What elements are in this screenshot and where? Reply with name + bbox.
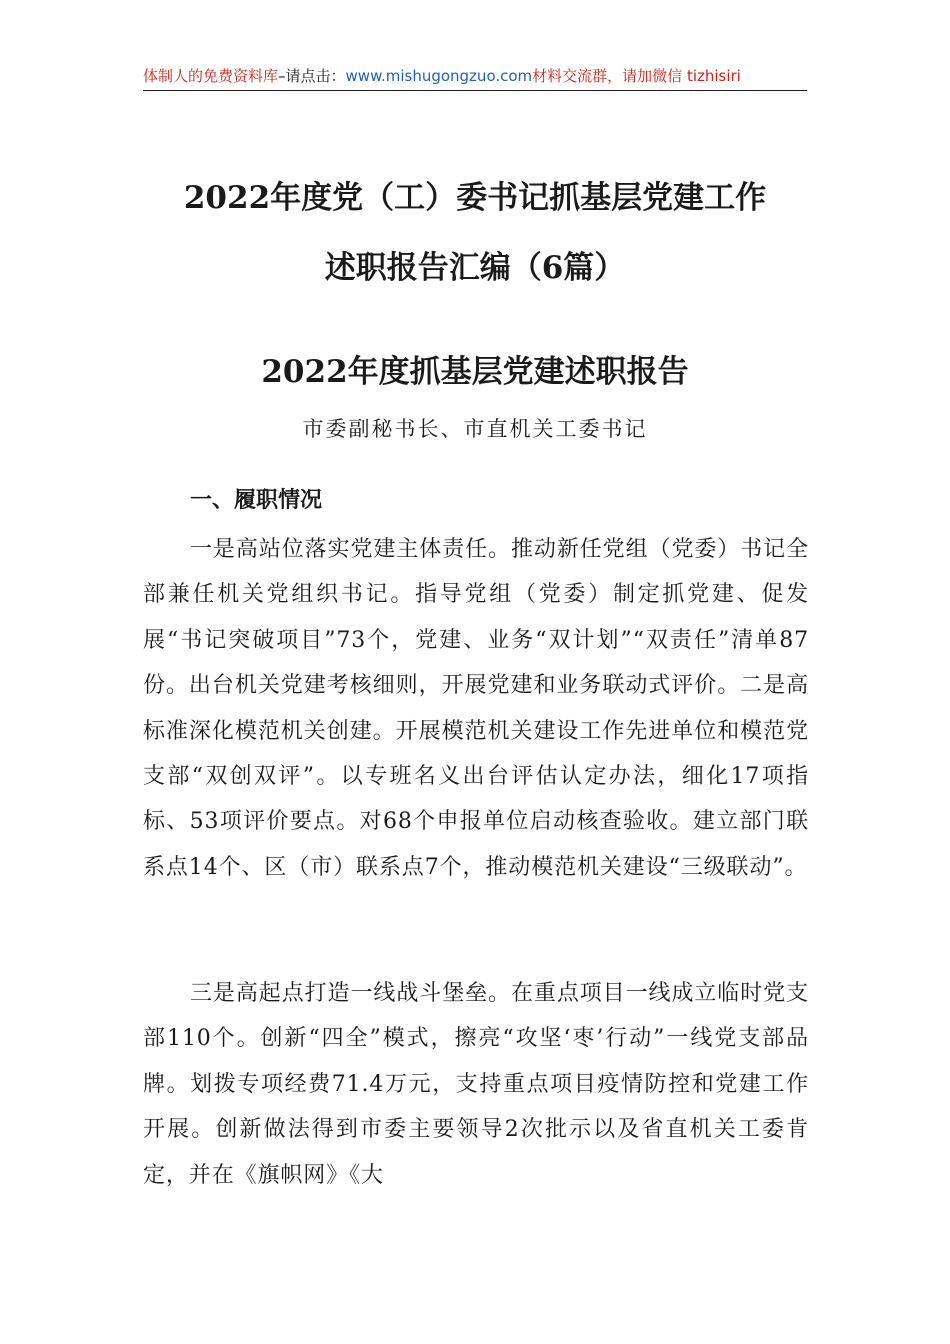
body-paragraph-2 — [143, 971, 809, 1198]
page-header — [143, 66, 807, 91]
author-line: 市委副秘书长、市直机关工委书记 — [302, 417, 648, 441]
document-title-line-1: 2022年度党（工）委书记抓基层党建工作 — [183, 180, 767, 216]
header-url-link[interactable]: www.mishugongzuo.com — [345, 67, 533, 85]
report-title: 2022年度抓基层党建述职报告 — [261, 354, 689, 390]
document-title-line-2: 述职报告汇编（6篇） — [324, 250, 626, 286]
header-prompt: –请点击： — [278, 67, 346, 85]
header-site-name: 体制人的免费资料库 — [143, 67, 279, 85]
section-heading: 一、履职情况 — [190, 488, 323, 513]
header-group-text: 材料交流群，请加微信 tizhisiri — [532, 67, 741, 85]
paragraph-1-text: 一是高站位落实党建主体责任。推动新任党组（党委）书记全部兼任机关党组织书记。指导党组（党委）制定抓党建、促发展“书记突破项目”73个，党建、业务“双计划”“双责任”清单87份。出台机关党建考核细则，开展党建和业务联动式评价。二是高标准深化模范机关创建。开展模范机关建设工作先进单位和模范党支部“双创双评”。以专班名义出台评估认定办法，细化17项指标、53项评价要点。对68个申报单位启动核查验收。建立部门联系点14个、区（市）联系点7个，推动模范机关建设“三级联动”。 — [143, 537, 809, 880]
paragraph-2-text: 三是高起点打造一线战斗堡垒。在重点项目一线成立临时党支部110个。创新“四全”模式，擦亮“攻坚‘枣’行动”一线党支部品牌。划拨专项经费71.4万元，支持重点项目疫情防控和党建工作开展。创新做法得到市委主要领导2次批示以及省直机关工委肯定，并在《旗帜网》《大 — [143, 981, 809, 1188]
body-paragraph-1 — [143, 527, 809, 890]
